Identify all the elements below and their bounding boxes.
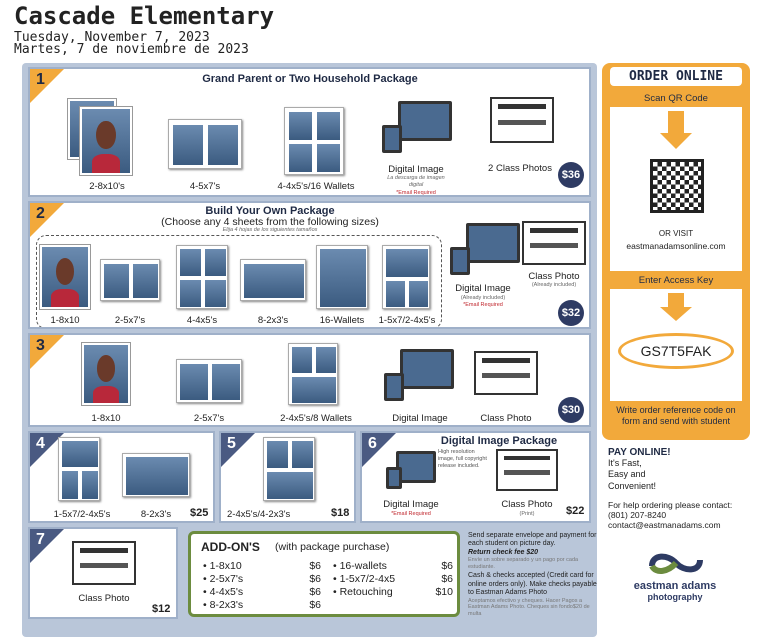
price-label: $22: [566, 505, 585, 517]
brand-logo-icon: [648, 548, 704, 578]
pay-line: Easy and: [608, 469, 646, 480]
addons-box: [188, 531, 460, 617]
date-spanish: Martes, 7 de noviembre de 2023: [14, 42, 249, 57]
addon-price: $6: [309, 573, 321, 585]
item-label: 1-8x10: [50, 315, 80, 326]
package-number: 4: [36, 435, 45, 452]
monitor-icon: [398, 101, 452, 141]
package-title: Build Your Own Package: [205, 205, 335, 217]
subtitle-es: Elija 4 hojas de los siguientes tamaños: [222, 227, 318, 233]
contact-phone[interactable]: (801) 207-8240: [608, 509, 667, 520]
item-label: 2-5x7's: [193, 413, 225, 424]
addon-price: $6: [441, 573, 453, 585]
package-7[interactable]: [28, 527, 178, 619]
addons-right: • 16-wallets $6 • 1-5x7/2-4x5 $6 • Retouching $10: [333, 560, 453, 598]
pay-title: PAY ONLINE!: [608, 447, 671, 458]
price-label: $18: [331, 507, 350, 519]
package-6[interactable]: [360, 431, 591, 523]
item-label: 2-5x7's: [114, 315, 146, 326]
class-photo-icon: [496, 449, 558, 491]
addon-price: $6: [309, 599, 321, 611]
or-visit: OR VISIT: [658, 229, 694, 238]
item-label: 8-2x3's: [140, 509, 172, 520]
price-badge: $32: [558, 300, 584, 326]
package-title: Grand Parent or Two Household Package: [202, 73, 418, 85]
item-label: Digital Image: [388, 164, 444, 175]
item-label: 2-8x10's: [89, 181, 125, 192]
payment-line-es: Aceptamos efectivo y cheques. Hacer Pagos a Eastman Adams Photo. Cheques sin fondo$20 de multa: [468, 597, 590, 617]
pay-online: [608, 447, 758, 530]
item-label: 1-5x7/2-4x5's: [378, 315, 436, 326]
email-required: *Email Required: [391, 511, 431, 517]
write-instruction: Write order reference code on form and send with student: [616, 405, 736, 426]
package-number: 5: [227, 435, 236, 452]
price-label: $25: [190, 507, 209, 519]
package-number: 2: [36, 205, 45, 222]
addon-price: $10: [435, 586, 453, 598]
monitor-icon: [466, 223, 520, 263]
addon-label: 4-4x5's: [209, 586, 244, 598]
item-label: 16-Wallets: [319, 315, 365, 326]
item-label: 1-8x10: [91, 413, 121, 424]
package-subtitle: (Choose any 4 sheets from the following sizes): [161, 216, 379, 228]
item-label: 4-4x5's/16 Wallets: [277, 181, 355, 192]
item-label: Digital Image: [383, 499, 439, 510]
package-number: 7: [36, 531, 45, 548]
digital-note-es: La descarga de imagen digital: [387, 175, 445, 188]
addon-price: $6: [309, 586, 321, 598]
phone-icon: [382, 125, 402, 153]
scan-label: Scan QR Code: [644, 93, 708, 104]
package-number: 3: [36, 337, 45, 354]
item-label: 1-5x7/2-4x5's: [53, 509, 111, 520]
addons-subtitle: (with package purchase): [275, 541, 390, 553]
phone-icon: [384, 373, 404, 401]
item-label: 8-2x3's: [257, 315, 289, 326]
school-title: Cascade Elementary: [14, 2, 275, 30]
included-note: (Already included): [460, 295, 506, 301]
addon-label: Retouching: [339, 586, 393, 598]
key-panel: [610, 289, 742, 401]
qr-panel: [610, 107, 742, 271]
included-note: (Already included): [531, 282, 577, 288]
price-badge: $36: [558, 162, 584, 188]
item-label: Class Photo: [528, 271, 580, 282]
price-badge: $30: [558, 397, 584, 423]
package-desc: High resolution image, full copyright release included.: [438, 449, 487, 469]
addon-label: 16-wallets: [339, 560, 387, 572]
email-required: *Email Required: [463, 302, 503, 308]
price-label: $12: [152, 603, 171, 615]
enter-key-label: Enter Access Key: [638, 275, 714, 286]
package-number: 6: [368, 435, 377, 452]
brand-name: eastman adams: [633, 580, 717, 592]
payment-line: Cash & checks accepted (Credit card for online orders only). Make checks payable to Eastman Adams Photo: [468, 572, 597, 597]
item-label: Digital Image: [455, 283, 511, 294]
monitor-icon: [396, 451, 436, 483]
item-label: Class Photo: [480, 413, 532, 424]
addons-title: ADD-ON'S: [201, 540, 260, 554]
help-line: For help ordering please contact:: [608, 499, 733, 510]
return-fee: Return check fee $20: [468, 548, 539, 556]
phone-icon: [386, 467, 402, 489]
package-2[interactable]: [28, 201, 591, 329]
brand-sub: photography: [647, 592, 703, 602]
payment-line: Send separate envelope and payment for each student on picture day.: [468, 532, 597, 548]
addon-price: $6: [441, 560, 453, 572]
package-3[interactable]: [28, 333, 591, 427]
item-label: 4-5x7's: [189, 181, 221, 192]
item-label: Class Photo: [501, 499, 553, 510]
phone-icon: [450, 247, 470, 275]
item-label: 2 Class Photos: [488, 163, 552, 174]
addon-label: 2-5x7's: [209, 573, 244, 585]
pay-line: It's Fast,: [608, 458, 642, 468]
item-label: Digital Image: [392, 413, 448, 424]
addon-label: 8-2x3's: [209, 599, 244, 611]
package-title: Digital Image Package: [440, 435, 558, 447]
date-english: Tuesday, November 7, 2023: [14, 30, 210, 45]
package-5[interactable]: [219, 431, 356, 523]
order-online-box: [602, 63, 750, 440]
payment-note: [468, 532, 598, 617]
class-photo-icon: [490, 97, 554, 143]
addon-price: $6: [309, 560, 321, 572]
package-4[interactable]: [28, 431, 215, 523]
item-label: Class Photo: [78, 593, 130, 604]
class-photo-icon: [474, 351, 538, 395]
item-label: 2-4x5's/4-2x3's: [227, 509, 291, 520]
class-photo-icon: [72, 541, 136, 585]
addon-label: 1-8x10: [209, 560, 242, 572]
item-label: 2-4x5's/8 Wallets: [280, 413, 352, 424]
monitor-icon: [400, 349, 454, 389]
access-key[interactable]: GS7T5FAK: [618, 333, 734, 369]
package-1[interactable]: [28, 67, 591, 197]
pay-line: Convenient!: [608, 480, 657, 491]
order-site-link[interactable]: eastmanadamsonline.com: [626, 241, 726, 251]
email-required: *Email Required: [396, 190, 436, 196]
qr-code-icon[interactable]: [650, 159, 704, 213]
class-photo-icon: [522, 221, 586, 265]
payment-line-es: Envíe un sobre separado y un pago por cada estudiante.: [468, 557, 579, 570]
addon-label: 1-5x7/2-4x5: [339, 573, 396, 585]
print-note: (Print): [519, 511, 535, 517]
item-label: 4-4x5's: [186, 315, 218, 326]
contact-email[interactable]: contact@eastmanadams.com: [608, 519, 721, 530]
addons-left: • 1-8x10 $6 • 2-5x7's $6 • 4-4x5's $6 • 8-2x3's $6: [203, 560, 321, 611]
order-title: ORDER ONLINE: [610, 67, 742, 86]
package-number: 1: [36, 71, 45, 88]
